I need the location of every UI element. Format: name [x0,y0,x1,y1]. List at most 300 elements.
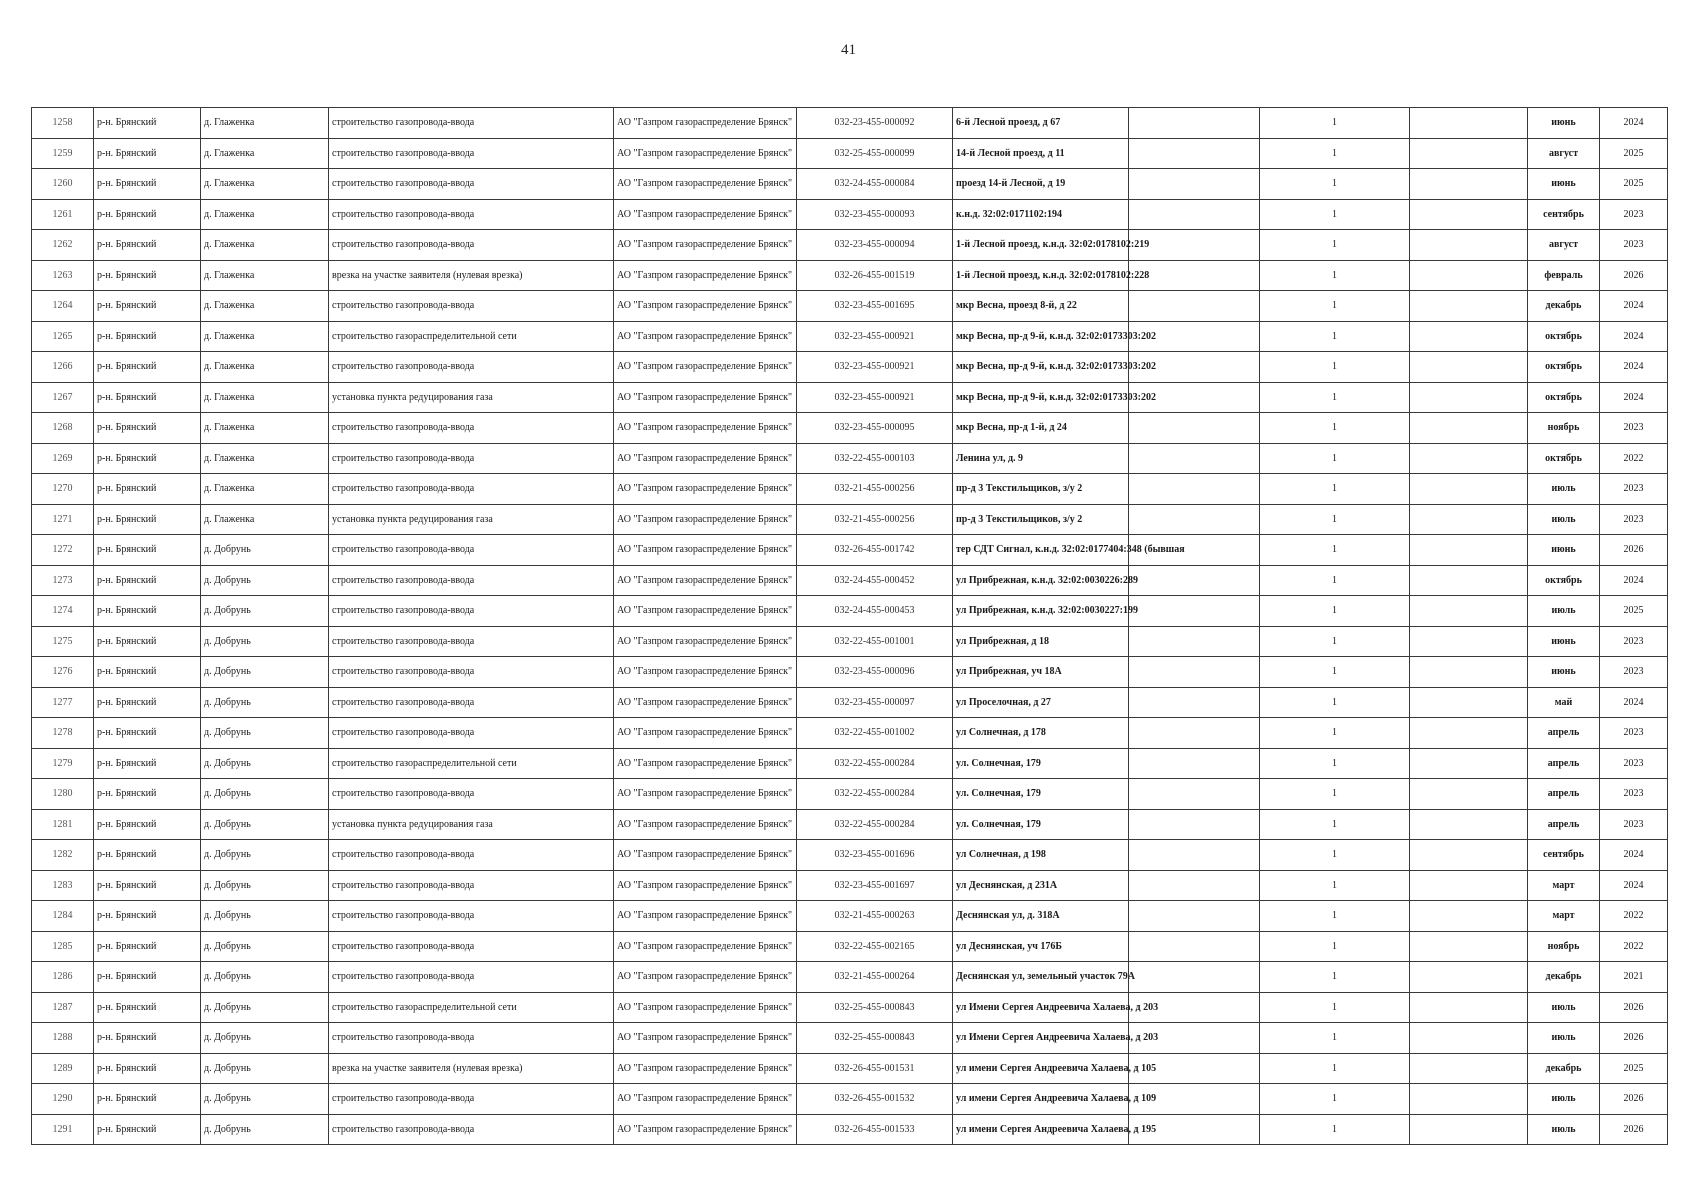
district-cell: р-н. Брянский [94,382,201,413]
row-number: 1285 [32,931,94,962]
application-code-cell: 032-23-455-000094 [797,230,953,261]
year-cell: 2021 [1600,962,1668,993]
empty-cell [1410,138,1528,169]
work-type-cell: строительство газопровода-ввода [329,413,614,444]
month-cell: март [1528,901,1600,932]
empty-cell [1410,931,1528,962]
table-row [32,931,1668,962]
year-cell: 2024 [1600,352,1668,383]
organization-cell-text: АО "Газпром газораспределение Брянск" [617,1062,793,1074]
quantity-cell: 1 [1260,687,1410,718]
district-cell: р-н. Брянский [94,1053,201,1084]
address-cell [953,443,1129,474]
organization-cell-text: АО "Газпром газораспределение Брянск" [617,971,793,983]
settlement-cell: д. Глаженка [201,108,329,139]
work-type-cell: строительство газопровода-ввода [329,108,614,139]
address-cell-text: 14-й Лесной проезд, д 11 [956,147,1065,159]
year-cell: 2023 [1600,504,1668,535]
empty-cell [1129,291,1260,322]
work-type-cell: строительство газопровода-ввода [329,596,614,627]
address-cell-text: Деснянская ул, земельный участок 79А [956,971,1136,983]
organization-cell-text: АО "Газпром газораспределение Брянск" [617,910,793,922]
row-number: 1266 [32,352,94,383]
settlement-cell: д. Глаженка [201,352,329,383]
organization-cell-text: АО "Газпром газораспределение Брянск" [617,1032,793,1044]
quantity-cell: 1 [1260,260,1410,291]
empty-cell [1129,199,1260,230]
district-cell: р-н. Брянский [94,901,201,932]
empty-cell [1129,169,1260,200]
application-code-cell: 032-24-455-000453 [797,596,953,627]
year-cell: 2023 [1600,718,1668,749]
row-number: 1286 [32,962,94,993]
empty-cell [1410,596,1528,627]
organization-cell [614,230,797,261]
district-cell: р-н. Брянский [94,809,201,840]
organization-cell [614,1053,797,1084]
work-type-cell: строительство газопровода-ввода [329,535,614,566]
month-cell: октябрь [1528,382,1600,413]
district-cell: р-н. Брянский [94,992,201,1023]
district-cell: р-н. Брянский [94,565,201,596]
address-cell [953,108,1129,139]
empty-cell [1410,901,1528,932]
year-cell: 2024 [1600,108,1668,139]
row-number: 1274 [32,596,94,627]
address-cell [953,870,1129,901]
quantity-cell: 1 [1260,870,1410,901]
table-row [32,779,1668,810]
empty-cell [1410,230,1528,261]
organization-cell [614,992,797,1023]
address-cell-text: ул Прибрежная, д 18 [956,635,1049,647]
settlement-cell: д. Глаженка [201,230,329,261]
organization-cell-text: АО "Газпром газораспределение Брянск" [617,422,793,434]
settlement-cell: д. Добрунь [201,809,329,840]
month-cell: декабрь [1528,291,1600,322]
organization-cell-text: АО "Газпром газораспределение Брянск" [617,1001,793,1013]
application-code-cell: 032-23-455-000092 [797,108,953,139]
empty-cell [1129,657,1260,688]
row-number: 1289 [32,1053,94,1084]
application-code-cell: 032-22-455-002165 [797,931,953,962]
organization-cell-text: АО "Газпром газораспределение Брянск" [617,330,793,342]
table-row [32,443,1668,474]
row-number: 1279 [32,748,94,779]
organization-cell [614,169,797,200]
quantity-cell: 1 [1260,992,1410,1023]
organization-cell-text: АО "Газпром газораспределение Брянск" [617,361,793,373]
district-cell: р-н. Брянский [94,1114,201,1145]
year-cell: 2026 [1600,1084,1668,1115]
month-cell: апрель [1528,718,1600,749]
quantity-cell: 1 [1260,443,1410,474]
organization-cell-text: АО "Газпром газораспределение Брянск" [617,605,793,617]
address-cell-text: мкр Весна, пр-д 9-й, к.н.д. 32:02:0173303:202 [956,391,1156,403]
address-cell-text: ул Прибрежная, к.н.д. 32:02:0030227:199 [956,605,1138,617]
empty-cell [1129,840,1260,871]
settlement-cell: д. Добрунь [201,626,329,657]
organization-cell [614,748,797,779]
application-code-cell: 032-23-455-001696 [797,840,953,871]
organization-cell-text: АО "Газпром газораспределение Брянск" [617,391,793,403]
work-type-cell: строительство газопровода-ввода [329,1084,614,1115]
empty-cell [1129,962,1260,993]
address-cell [953,687,1129,718]
organization-cell-text: АО "Газпром газораспределение Брянск" [617,269,793,281]
address-cell [953,962,1136,993]
application-code-cell: 032-21-455-000263 [797,901,953,932]
district-cell: р-н. Брянский [94,260,201,291]
empty-cell [1410,565,1528,596]
empty-cell [1410,748,1528,779]
empty-cell [1410,1084,1528,1115]
row-number: 1267 [32,382,94,413]
work-type-cell: строительство газопровода-ввода [329,657,614,688]
empty-cell [1410,108,1528,139]
organization-cell-text: АО "Газпром газораспределение Брянск" [617,117,793,129]
address-cell [953,230,1150,261]
work-type-cell: установка пункта редуцирования газа [329,504,614,535]
address-cell [953,748,1129,779]
table-row [32,199,1668,230]
organization-cell-text: АО "Газпром газораспределение Брянск" [617,849,793,861]
organization-cell-text: АО "Газпром газораспределение Брянск" [617,147,793,159]
year-cell: 2025 [1600,1053,1668,1084]
year-cell: 2023 [1600,474,1668,505]
month-cell: май [1528,687,1600,718]
row-number: 1260 [32,169,94,200]
quantity-cell: 1 [1260,596,1410,627]
organization-cell [614,687,797,718]
organization-cell-text: АО "Газпром газораспределение Брянск" [617,208,793,220]
work-type-cell: строительство газопровода-ввода [329,962,614,993]
year-cell: 2026 [1600,535,1668,566]
empty-cell [1129,596,1260,627]
address-cell-text: ул Деснянская, уч 176Б [956,940,1063,952]
empty-cell [1410,992,1528,1023]
gasification-registry-table [31,107,1668,1145]
quantity-cell: 1 [1260,108,1410,139]
month-cell: декабрь [1528,962,1600,993]
empty-cell [1410,474,1528,505]
empty-cell [1129,901,1260,932]
empty-cell [1410,291,1528,322]
month-cell: август [1528,138,1600,169]
address-cell-text: ул Солнечная, д 198 [956,849,1046,861]
work-type-cell: установка пункта редуцирования газа [329,382,614,413]
year-cell: 2026 [1600,1023,1668,1054]
work-type-cell: строительство газопровода-ввода [329,565,614,596]
application-code-cell: 032-24-455-000084 [797,169,953,200]
application-code-cell: 032-22-455-000284 [797,809,953,840]
month-cell: ноябрь [1528,931,1600,962]
address-cell [953,1114,1157,1145]
settlement-cell: д. Добрунь [201,1053,329,1084]
quantity-cell: 1 [1260,352,1410,383]
organization-cell-text: АО "Газпром газораспределение Брянск" [617,727,793,739]
address-cell-text: 6-й Лесной проезд, д 67 [956,117,1061,129]
quantity-cell: 1 [1260,504,1410,535]
year-cell: 2022 [1600,931,1668,962]
address-cell [953,1053,1157,1084]
empty-cell [1129,718,1260,749]
application-code-cell: 032-23-455-001695 [797,291,953,322]
application-code-cell: 032-23-455-000096 [797,657,953,688]
settlement-cell: д. Глаженка [201,443,329,474]
month-cell: апрель [1528,779,1600,810]
empty-cell [1129,443,1260,474]
year-cell: 2024 [1600,382,1668,413]
district-cell: р-н. Брянский [94,1023,201,1054]
quantity-cell: 1 [1260,291,1410,322]
year-cell: 2023 [1600,657,1668,688]
organization-cell [614,352,797,383]
settlement-cell: д. Глаженка [201,260,329,291]
empty-cell [1129,626,1260,657]
district-cell: р-н. Брянский [94,291,201,322]
application-code-cell: 032-26-455-001533 [797,1114,953,1145]
settlement-cell: д. Добрунь [201,840,329,871]
organization-cell-text: АО "Газпром газораспределение Брянск" [617,574,793,586]
settlement-cell: д. Добрунь [201,962,329,993]
quantity-cell: 1 [1260,931,1410,962]
application-code-cell: 032-21-455-000264 [797,962,953,993]
address-cell [953,1023,1159,1054]
empty-cell [1410,840,1528,871]
year-cell: 2026 [1600,992,1668,1023]
empty-cell [1129,108,1260,139]
district-cell: р-н. Брянский [94,748,201,779]
quantity-cell: 1 [1260,626,1410,657]
organization-cell [614,321,797,352]
address-cell-text: ул. Солнечная, 179 [956,757,1041,769]
empty-cell [1410,1114,1528,1145]
table-row [32,291,1668,322]
settlement-cell: д. Добрунь [201,1084,329,1115]
empty-cell [1410,199,1528,230]
address-cell [953,901,1129,932]
district-cell: р-н. Брянский [94,169,201,200]
application-code-cell: 032-23-455-000095 [797,413,953,444]
settlement-cell: д. Добрунь [201,931,329,962]
settlement-cell: д. Добрунь [201,718,329,749]
address-cell-text: ул Солнечная, д 178 [956,727,1046,739]
organization-cell-text: АО "Газпром газораспределение Брянск" [617,452,793,464]
settlement-cell: д. Глаженка [201,138,329,169]
work-type-cell: строительство газопровода-ввода [329,169,614,200]
application-code-cell: 032-24-455-000452 [797,565,953,596]
table-row [32,108,1668,139]
row-number: 1281 [32,809,94,840]
empty-cell [1129,504,1260,535]
table-row [32,657,1668,688]
district-cell: р-н. Брянский [94,687,201,718]
empty-cell [1410,504,1528,535]
organization-cell [614,809,797,840]
table-row [32,230,1668,261]
table-row [32,718,1668,749]
organization-cell-text: АО "Газпром газораспределение Брянск" [617,300,793,312]
organization-cell [614,474,797,505]
settlement-cell: д. Глаженка [201,321,329,352]
application-code-cell: 032-26-455-001532 [797,1084,953,1115]
organization-cell [614,443,797,474]
organization-cell [614,413,797,444]
organization-cell [614,260,797,291]
address-cell [953,565,1138,596]
organization-cell [614,382,797,413]
application-code-cell: 032-22-455-000284 [797,779,953,810]
quantity-cell: 1 [1260,779,1410,810]
empty-cell [1129,870,1260,901]
work-type-cell: строительство газораспределительной сети [329,321,614,352]
address-cell-text: мкр Весна, пр-д 9-й, к.н.д. 32:02:0173303:202 [956,330,1156,342]
row-number: 1277 [32,687,94,718]
organization-cell-text: АО "Газпром газораспределение Брянск" [617,483,793,495]
settlement-cell: д. Добрунь [201,992,329,1023]
address-cell [953,718,1129,749]
quantity-cell: 1 [1260,1053,1410,1084]
empty-cell [1410,962,1528,993]
empty-cell [1410,809,1528,840]
organization-cell-text: АО "Газпром газораспределение Брянск" [617,178,793,190]
organization-cell [614,901,797,932]
organization-cell [614,626,797,657]
row-number: 1282 [32,840,94,871]
application-code-cell: 032-22-455-001001 [797,626,953,657]
empty-cell [1410,443,1528,474]
empty-cell [1410,870,1528,901]
work-type-cell: строительство газопровода-ввода [329,352,614,383]
quantity-cell: 1 [1260,657,1410,688]
organization-cell-text: АО "Газпром газораспределение Брянск" [617,696,793,708]
organization-cell [614,779,797,810]
row-number: 1268 [32,413,94,444]
table-row [32,840,1668,871]
row-number: 1280 [32,779,94,810]
application-code-cell: 032-26-455-001742 [797,535,953,566]
empty-cell [1410,1023,1528,1054]
quantity-cell: 1 [1260,535,1410,566]
table-row [32,992,1668,1023]
row-number: 1259 [32,138,94,169]
district-cell: р-н. Брянский [94,626,201,657]
month-cell: июль [1528,1023,1600,1054]
application-code-cell: 032-23-455-001697 [797,870,953,901]
month-cell: март [1528,870,1600,901]
settlement-cell: д. Добрунь [201,596,329,627]
year-cell: 2023 [1600,626,1668,657]
empty-cell [1129,779,1260,810]
row-number: 1271 [32,504,94,535]
settlement-cell: д. Добрунь [201,1023,329,1054]
address-cell [953,657,1129,688]
row-number: 1291 [32,1114,94,1145]
district-cell: р-н. Брянский [94,413,201,444]
row-number: 1287 [32,992,94,1023]
table-row [32,504,1668,535]
month-cell: октябрь [1528,565,1600,596]
month-cell: сентябрь [1528,840,1600,871]
application-code-cell: 032-23-455-000921 [797,352,953,383]
month-cell: июнь [1528,108,1600,139]
row-number: 1270 [32,474,94,505]
address-cell-text: тер СДТ Сигнал, к.н.д. 32:02:0177404:348 (бывшая [956,544,1185,556]
district-cell: р-н. Брянский [94,779,201,810]
empty-cell [1410,535,1528,566]
month-cell: август [1528,230,1600,261]
address-cell-text: ул. Солнечная, 179 [956,818,1041,830]
organization-cell [614,291,797,322]
address-cell-text: мкр Весна, пр-д 1-й, д 24 [956,422,1067,434]
empty-cell [1410,626,1528,657]
address-cell-text: ул Проселочная, д 27 [956,696,1051,708]
month-cell: апрель [1528,748,1600,779]
address-cell-text: ул имени Сергея Андреевича Халаева, д 195 [956,1123,1157,1135]
month-cell: июнь [1528,169,1600,200]
row-number: 1272 [32,535,94,566]
month-cell: февраль [1528,260,1600,291]
row-number: 1290 [32,1084,94,1115]
empty-cell [1410,779,1528,810]
organization-cell-text: АО "Газпром газораспределение Брянск" [617,544,793,556]
settlement-cell: д. Добрунь [201,535,329,566]
address-cell-text: Деснянская ул, д. 318А [956,910,1060,922]
organization-cell [614,199,797,230]
table-row [32,901,1668,932]
table-row [32,565,1668,596]
application-code-cell: 032-23-455-000093 [797,199,953,230]
organization-cell [614,718,797,749]
year-cell: 2024 [1600,870,1668,901]
settlement-cell: д. Глаженка [201,413,329,444]
quantity-cell: 1 [1260,199,1410,230]
quantity-cell: 1 [1260,169,1410,200]
year-cell: 2026 [1600,260,1668,291]
district-cell: р-н. Брянский [94,230,201,261]
organization-cell [614,962,797,993]
empty-cell [1129,565,1260,596]
work-type-cell: строительство газопровода-ввода [329,779,614,810]
work-type-cell: строительство газопровода-ввода [329,1023,614,1054]
quantity-cell: 1 [1260,138,1410,169]
organization-cell [614,1023,797,1054]
year-cell: 2024 [1600,840,1668,871]
application-code-cell: 032-21-455-000256 [797,504,953,535]
settlement-cell: д. Добрунь [201,1114,329,1145]
month-cell: октябрь [1528,352,1600,383]
quantity-cell: 1 [1260,413,1410,444]
table-row [32,1084,1668,1115]
district-cell: р-н. Брянский [94,596,201,627]
row-number: 1264 [32,291,94,322]
address-cell [953,169,1129,200]
address-cell [953,413,1129,444]
empty-cell [1410,1053,1528,1084]
work-type-cell: строительство газопровода-ввода [329,840,614,871]
address-cell-text: пр-д 3 Текстильщиков, з/у 2 [956,513,1083,525]
empty-cell [1410,657,1528,688]
table-row [32,870,1668,901]
work-type-cell: строительство газопровода-ввода [329,199,614,230]
address-cell [953,596,1138,627]
month-cell: декабрь [1528,1053,1600,1084]
organization-cell-text: АО "Газпром газораспределение Брянск" [617,513,793,525]
table-row [32,474,1668,505]
address-cell-text: мкр Весна, проезд 8-й, д 22 [956,300,1077,312]
address-cell-text: ул. Солнечная, 179 [956,788,1041,800]
